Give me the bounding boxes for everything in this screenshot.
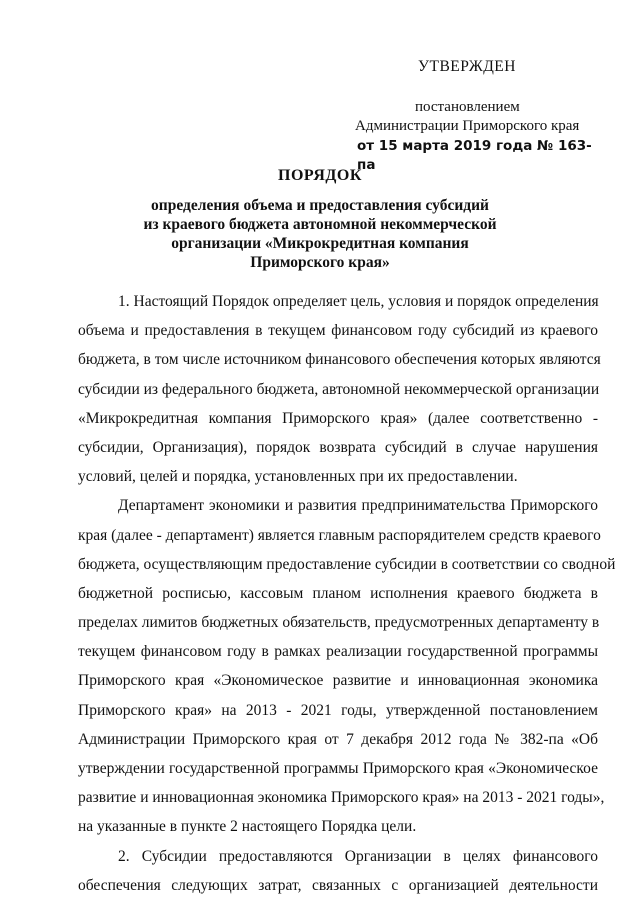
paragraph-2-line: пределах лимитов бюджетных обязательств, предусмотренных департаменту в <box>78 614 600 632</box>
subtitle-line: Приморского края» <box>250 254 390 271</box>
paragraph-2-line: Администрации Приморского края от 7 декабря 2012 года № 382-па «Об <box>78 730 598 748</box>
paragraph-2-line: бюджетной росписью, кассовым планом исполнения краевого бюджета в <box>78 584 598 602</box>
approval-title: УТВЕРЖДЕН <box>418 58 516 75</box>
paragraph-1-line: субсидии из федерального бюджета, автономной некоммерческой организации <box>78 380 600 398</box>
paragraph-1-line: 1. Настоящий Порядок определяет цель, условия и порядок определения <box>118 293 599 310</box>
document-title: ПОРЯДОК <box>278 167 362 184</box>
subtitle-line: из краевого бюджета автономной некоммерческой <box>143 216 497 233</box>
paragraph-1-line: условий, целей и порядка, установленных при их предоставлении. <box>78 468 518 486</box>
paragraph-2-line: Приморского края» на 2013 - 2021 годы, утвержденной постановлением <box>78 701 598 719</box>
paragraph-3-line: обеспечения следующих затрат, связанных с организацией деятельности <box>78 876 598 894</box>
paragraph-3-line: 2. Субсидии предоставляются Организации в целях финансового <box>118 847 598 865</box>
paragraph-1-line: объема и предоставления в текущем финансовом году субсидий из краевого <box>78 322 598 340</box>
document-body <box>78 287 616 900</box>
paragraph-1-line: «Микрокредитная компания Приморского края» (далее соответственно - <box>78 409 598 427</box>
paragraph-2-line: края (далее - департамент) является главным распорядителем средств краевого <box>78 526 601 544</box>
paragraph-2-line: Департамент экономики и развития предпринимательства Приморского <box>118 497 598 515</box>
paragraph-2-line: утверждении государственной программы Приморского края «Экономическое <box>78 760 598 777</box>
approval-line-2: Администрации Приморского края <box>355 118 580 134</box>
approval-date-number: от 15 марта 2019 года № 163-па <box>357 138 592 173</box>
approval-block <box>355 98 605 175</box>
subtitle-line: определения объема и предоставления субсидий <box>151 197 489 214</box>
approval-line-1: постановлением <box>415 99 520 115</box>
subtitle-line: организации «Микрокредитная компания <box>171 235 469 252</box>
paragraph-2-line: на указанные в пункте 2 настоящего Порядка цели. <box>78 818 417 836</box>
paragraph-1-line: субсидии, Организация), порядок возврата субсидий в случае нарушения <box>78 438 598 456</box>
paragraph-2-line: бюджета, осуществляющим предоставление субсидии в соответствии со сводной <box>78 555 616 573</box>
paragraph-2-line: текущем финансовом году в рамках реализации государственной программы <box>78 643 598 661</box>
paragraph-2-line: Приморского края «Экономическое развитие и инновационная экономика <box>78 672 598 690</box>
paragraph-2-line: развитие и инновационная экономика Приморского края» на 2013 - 2021 годы», <box>78 789 605 807</box>
paragraph-1-line: бюджета, в том числе источником финансового обеспечения которых являются <box>78 351 601 369</box>
document-subtitle <box>0 196 640 272</box>
